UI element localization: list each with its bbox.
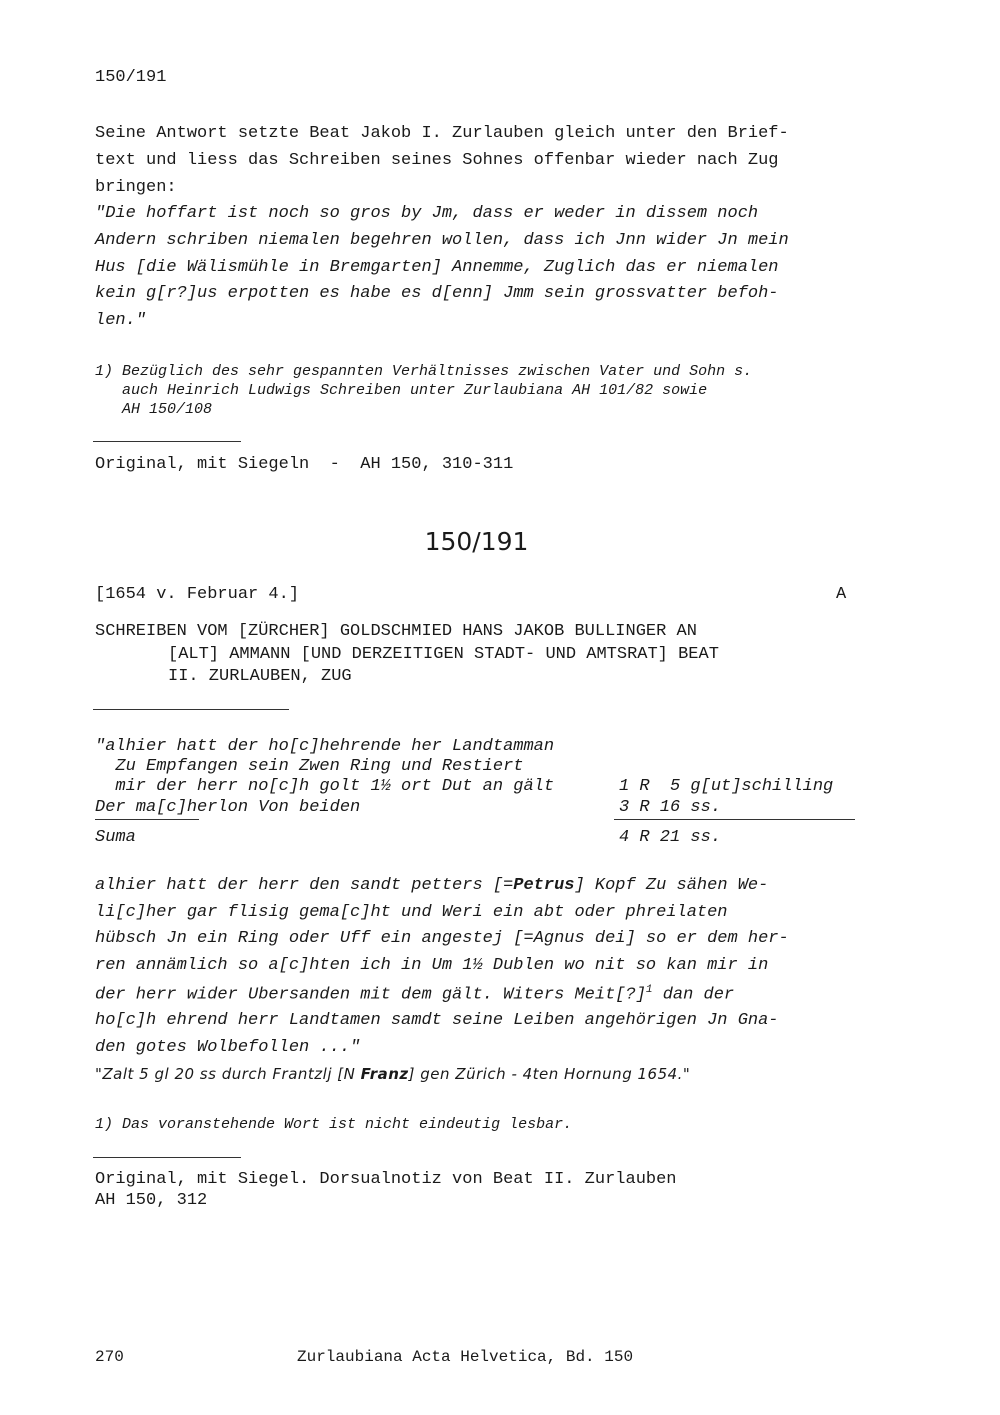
document-marker: A bbox=[836, 585, 847, 604]
title-divider bbox=[93, 709, 289, 710]
body-line: li[c]her gar flisig gema[c]ht und Weri ein abt oder phreilaten bbox=[95, 903, 728, 922]
sum-rule-left bbox=[95, 819, 199, 820]
account-row-amount: 1 R 5 g[ut]schilling bbox=[619, 777, 834, 796]
publication-title: Zurlaubiana Acta Helvetica, Bd. 150 bbox=[297, 1348, 634, 1366]
page-number: 270 bbox=[95, 1348, 124, 1366]
body-text: ] Kopf Zu sähen We- bbox=[574, 876, 769, 895]
account-row-text: "alhier hatt der ho[c]hehrende her Landtamman bbox=[95, 737, 555, 756]
document-date: [1654 v. Februar 4.] bbox=[95, 585, 300, 604]
footnote-divider bbox=[93, 441, 241, 442]
quote-line: Andern schriben niemalen begehren wollen, dass ich Jnn wider Jn mein bbox=[95, 231, 789, 250]
title-line: II. ZURLAUBEN, ZUG bbox=[168, 667, 352, 686]
body-text: alhier hatt der herr den sandt petters [= bbox=[95, 876, 514, 895]
source-note-2: Original, mit Siegel. Dorsualnotiz von Beat II. Zurlauben bbox=[95, 1170, 677, 1189]
account-row-amount: 3 R 16 ss. bbox=[619, 798, 722, 817]
title-line: [ALT] AMMANN [UND DERZEITIGEN STADT- UND AMTSRAT] BEAT bbox=[168, 645, 719, 664]
sum-rule-right bbox=[614, 819, 855, 820]
body-line bbox=[95, 876, 768, 895]
intro-line: text und liess das Schreiben seines Sohnes offenbar wieder nach Zug bbox=[95, 151, 779, 170]
body-line bbox=[95, 984, 734, 1005]
account-total-amount: 4 R 21 ss. bbox=[619, 828, 722, 847]
quote-line: len." bbox=[95, 311, 147, 330]
intro-line: bringen: bbox=[95, 178, 177, 197]
body-text: der herr wider Ubersanden mit dem gält. Witers Meit[?] bbox=[95, 985, 646, 1005]
account-row-text: Der ma[c]herlon Von beiden bbox=[95, 798, 361, 817]
account-total-label: Suma bbox=[95, 828, 136, 847]
footnote-2: 1) Das voranstehende Wort ist nicht eindeutig lesbar. bbox=[95, 1116, 573, 1133]
quote-line: Hus [die Wälismühle in Bremgarten] Annemme, Zuglich das er niemalen bbox=[95, 258, 779, 277]
body-line: ho[c]h ehrend herr Landtamen samdt seine Leiben angehörigen Jn Gna- bbox=[95, 1011, 779, 1030]
dorsal-note bbox=[95, 1065, 690, 1083]
intro-line: Seine Antwort setzte Beat Jakob I. Zurlauben gleich unter den Brief- bbox=[95, 124, 789, 143]
footnote-line: 1) Bezüglich des sehr gespannten Verhältnisses zwischen Vater und Sohn s. bbox=[95, 363, 753, 380]
footnote-line: AH 150/108 bbox=[95, 401, 213, 418]
title-line: SCHREIBEN VOM [ZÜRCHER] GOLDSCHMIED HANS JAKOB BULLINGER AN bbox=[95, 622, 697, 641]
footnote-line: auch Heinrich Ludwigs Schreiben unter Zurlaubiana AH 101/82 sowie bbox=[95, 382, 708, 399]
dorsal-text: ] gen Zürich - 4ten Hornung 1654." bbox=[408, 1065, 691, 1083]
quote-line: "Die hoffart ist noch so gros by Jm, dass er weder in dissem noch bbox=[95, 204, 759, 223]
source-note-1: Original, mit Siegeln - AH 150, 310-311 bbox=[95, 455, 514, 474]
document-number: 150/191 bbox=[424, 527, 529, 556]
dorsal-bold-text: Franz bbox=[360, 1065, 409, 1083]
body-line: hübsch Jn ein Ring oder Uff ein angestej [=Agnus dei] so er dem her- bbox=[95, 929, 789, 948]
account-row-text: mir der herr no[c]h golt 1½ ort Dut an gält bbox=[95, 777, 555, 796]
body-line: ren annämlich so a[c]hten ich in Um 1½ Dublen wo nit so kan mir in bbox=[95, 956, 769, 975]
body-bold-text: Petrus bbox=[513, 876, 575, 895]
page-ref-top: 150/191 bbox=[95, 68, 167, 87]
source-note-2-ref: AH 150, 312 bbox=[95, 1191, 208, 1210]
body-text: dan der bbox=[652, 985, 735, 1005]
footnote-marker: 1 bbox=[645, 984, 653, 996]
quote-line: kein g[r?]us erpotten es habe es d[enn] Jmm sein grossvatter befoh- bbox=[95, 284, 779, 303]
footnote-divider-2 bbox=[93, 1157, 241, 1158]
body-line: den gotes Wolbefollen ..." bbox=[95, 1038, 361, 1057]
dorsal-text: "Zalt 5 gl 20 ss durch Frantzlj [N bbox=[95, 1065, 361, 1083]
account-row-text: Zu Empfangen sein Zwen Ring und Restiert bbox=[95, 757, 524, 776]
